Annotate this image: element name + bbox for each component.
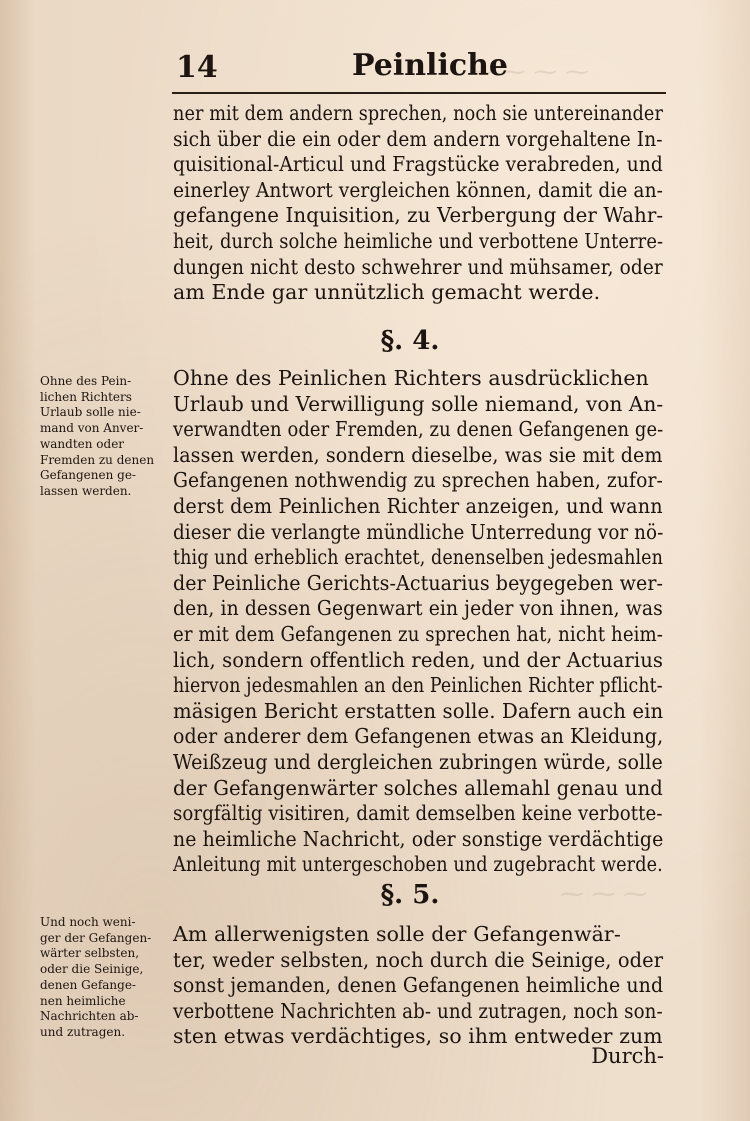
text-line: verwandten oder Fremden, zu denen Gefangenen ge- [173,417,664,442]
margin-note-line: oder die Seinige, [40,962,144,977]
show-through: ⁓ ⁓ ⁓ ⁓ [470,58,589,86]
margin-note-line: lassen werden. [40,483,132,498]
text-line: einerley Antwort vergleichen können, damit die an- [173,177,664,202]
header-rule [172,92,666,94]
margin-note-line: wärter selbsten, [40,946,140,961]
text-line: am Ende gar unnützlich gemacht werde. [173,280,601,305]
text-line: ter, weder selbsten, noch durch die Seinige, oder [173,947,664,972]
margin-note-line: Ohne des Pein- [40,374,132,388]
page-header [0,40,750,90]
margin-note-line: nen heimliche [40,993,126,1008]
show-through: ⁓ ⁓ ⁓ [560,880,648,908]
text-line: den, in dessen Gegenwart ein jeder von ihnen, was [173,596,663,621]
top-paragraph [173,101,663,306]
margin-note-line: lichen Richters [40,389,132,404]
text-line: Weißzeug und dergleichen zubringen würde, solle [173,749,663,774]
section-4-body [173,366,663,878]
section-5-heading: §. 5. [380,880,440,910]
text-line: hiervon jedesmahlen an den Peinlichen Richter pflicht- [173,673,663,698]
text-line: dungen nicht desto schwehrer und mühsamer, oder [173,254,663,279]
text-line: dieser die verlangte mündliche Unterredung vor nö- [173,519,664,544]
margin-note-line: denen Gefange- [40,977,136,992]
text-line: Anleitung mit untergeschoben und zugebracht werde. [173,852,663,877]
margin-note-line: ger der Gefangen- [40,930,152,945]
margin-note-line: Und noch weni- [40,915,136,929]
margin-note-section-4 [40,374,168,500]
text-line: sten etwas verdächtiges, so ihm entweder zum [173,1024,663,1049]
text-line: oder anderer dem Gefangenen etwas an Kleidung, [173,724,664,749]
text-line: verbottene Nachrichten ab- und zutragen, noch son- [173,998,663,1023]
margin-note-line: Urlaub solle nie- [40,405,141,420]
text-line: mäsigen Bericht erstatten solle. Dafern auch ein [173,698,664,723]
text-line: lassen werden, sondern dieselbe, was sie mit dem [173,442,663,467]
text-line: er mit dem Gefangenen zu sprechen hat, nicht heim- [173,621,664,646]
margin-note-line: Fremden zu denen [40,452,155,467]
text-line: ne heimliche Nachricht, oder sonstige verdächtige [173,826,664,851]
text-line: der Gefangenwärter solches allemahl genau und [173,775,663,800]
margin-note-line: und zutragen. [40,1024,126,1039]
text-line: gefangene Inquisition, zu Verbergung der Wahr- [173,203,664,228]
section-5-body [173,922,663,1050]
text-line: derst dem Peinlichen Richter anzeigen, und wann [173,493,663,518]
text-line: lich, sondern offentlich reden, und der Actuarius [173,647,664,672]
margin-note-line: Nachrichten ab- [40,1009,139,1024]
text-line: Urlaub und Verwilligung solle niemand, von An- [173,391,664,416]
text-line: ner mit dem andern sprechen, noch sie untereinander [173,101,663,125]
margin-note-line: mand von Anver- [40,421,144,436]
text-line: Ohne des Peinlichen Richters ausdrücklichen [173,366,649,390]
running-title: Peinliche [352,48,509,83]
page-number: 14 [176,50,218,85]
margin-note-section-5 [40,915,168,1041]
text-line: Gefangenen nothwendig zu sprechen haben, zufor- [173,468,663,493]
text-line: Am allerwenigsten solle der Gefangenwär- [173,922,621,946]
text-line: thig und erheblich erachtet, denenselben jedesmahlen [173,545,664,570]
text-line: sich über die ein oder dem andern vorgehaltene In- [173,126,663,151]
section-4-heading: §. 4. [380,326,440,356]
text-line: quisitional-Articul und Fragstücke verabreden, und [173,152,663,177]
text-line: sorgfältig visitiren, damit demselben keine verbotte- [173,801,663,826]
text-line: heit, durch solche heimliche und verbottene Unterre- [173,228,664,253]
text-line: sonst jemanden, denen Gefangenen heimliche und [173,973,664,998]
margin-note-line: wandten oder [40,436,125,451]
catchword: Durch- [591,1044,664,1068]
text-line: der Peinliche Gerichts-Actuarius beygegeben wer- [173,570,664,595]
margin-note-line: Gefangenen ge- [40,468,136,483]
